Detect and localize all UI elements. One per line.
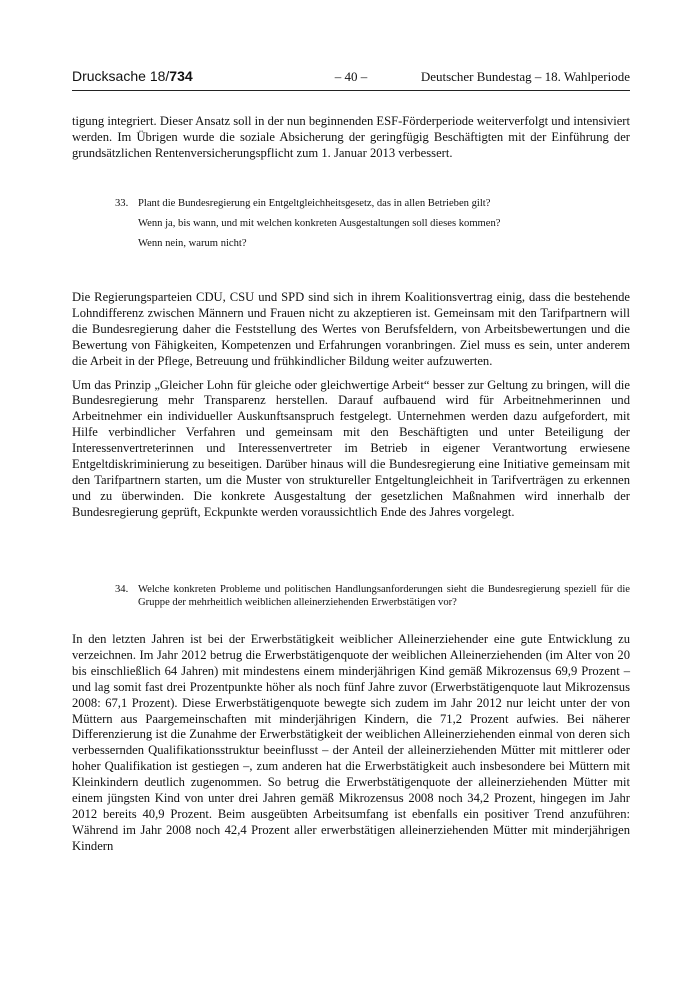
question-34	[115, 583, 630, 609]
document-number-bold: 734	[169, 68, 193, 84]
answer-paragraph: Die Regierungsparteien CDU, CSU und SPD sind sich in ihrem Koalitionsvertrag einig, dass die bestehende Lohndifferenz zwischen Männern und Frauen nicht zu akzeptieren ist. Gemeinsam mit den Tarifpartnern will die Bundesregierung daher die Feststellung des Wertes von Berufsfeldern, von Arbeitsbewertungen und die Bewertung von Fähigkeiten, Kompetenzen und Erfahrungen voranbringen. Ziel muss es sein, unter anderem die Arbeit in der Pflege, Betreuung und frühkindlicher Bildung weiter aufzuwerten.	[72, 290, 630, 368]
document-number-prefix: 18/	[149, 68, 170, 84]
question-33	[115, 197, 630, 250]
intro-block	[72, 114, 630, 162]
page-number: – 40 –	[334, 69, 368, 84]
question-text: Wenn nein, warum nicht?	[138, 238, 247, 249]
question-number: 33.	[115, 198, 129, 209]
question-number: 34.	[115, 584, 129, 595]
answer-paragraph: Um das Prinzip „Gleicher Lohn für gleiche oder gleichwertige Arbeit“ besser zur Geltung zu bringen, will die Bundesregierung mehr Transparenz herstellen. Darauf aufbauend wird für Arbeitnehmerinnen und Arbeitnehmer ein individueller Auskunftsanspruch festgelegt. Unternehmen werden dazu aufgefordert, mit Hilfe verbindlicher Verfahren und gemeinsam mit den Beschäftigten und unter Beteiligung der Interessenvertreterinnen und Interessenvertreter im Betrieb in eigener Verantwortung erwiesene Entgeltdiskriminierung zu beseitigen. Darüber hinaus will die Bundesregierung eine Initiative gemeinsam mit den Tarifpartnern starten, um die Muster von struktureller Entgeltungleichheit in Tarifverträgen zu erkennen und zu überwinden. Die konkrete Ausgestaltung der gesetzlichen Maßnahmen wird innerhalb der Bundesregierung geprüft, Eckpunkte werden voraussichtlich Ende des Jahres vorgelegt.	[72, 377, 630, 519]
answer-34	[72, 632, 630, 855]
question-text: Welche konkreten Probleme und politischen Handlungsanforderungen sieht die Bundesregierung speziell für die Gruppe der mehrheitlich weiblichen alleinerziehenden Erwerbstätigen vor?	[138, 584, 630, 608]
publisher: Deutscher Bundestag – 18. Wahlperiode	[420, 69, 630, 84]
answer-paragraph: In den letzten Jahren ist bei der Erwerbstätigkeit weiblicher Alleinerziehender eine gute Entwicklung zu verzeichnen. Im Jahr 2012 betrug die Erwerbstätigenquote der weiblichen Alleinerziehenden (im Alter von 20 bis einschließlich 64 Jahren) mit mindestens einem minderjährigen Kind gemäß Mikrozensus 69,9 Prozent – und lag somit fast drei Prozentpunkte höher als noch fünf Jahre zuvor (Erwerbstätigenquote laut Mikrozensus 2008: 67,1 Prozent). Diese Erwerbstätigenquote bewegte sich zudem im Jahr 2012 nur leicht unter der von Müttern aus Paargemeinschaften mit minderjährigen Kindern, die 71,2 Prozent aufwies. Bei näherer Differenzierung ist die Zunahme der Erwerbstätigkeit der weiblichen Alleinerziehenden einmal von deren sich verbessernden Qualifikationsstruktur beeinflusst – der Anteil der alleinerziehenden Mütter mit mittlerer oder hoher Qualifikation ist gestiegen –, zum anderen hat die Erwerbstätigkeit auch insbesondere bei Müttern mit Kleinkindern deutlich zugenommen. So betrug die Erwerbstätigenquote der alleinerziehenden Mütter mit einem jüngsten Kind von unter drei Jahren gemäß Mikrozensus 2008 noch 34,2 Prozent, hingegen im Jahr 2012 bereits 40,9 Prozent. Beim ausgeübten Arbeitsumfang ist ebenfalls ein positiver Trend anzuführen: Während im Jahr 2008 noch 42,4 Prozent aller erwerbstätigen alleinerziehenden Mütter mit minderjährigen Kindern	[72, 632, 630, 853]
document-label: Drucksache	[72, 68, 146, 84]
page-header	[72, 68, 630, 91]
question-text: Plant die Bundesregierung ein Entgeltgleichheitsgesetz, das in allen Betrieben gilt?	[138, 198, 491, 209]
question-text: Wenn ja, bis wann, und mit welchen konkreten Ausgestaltungen soll dieses kommen?	[138, 218, 501, 229]
intro-paragraph: tigung integriert. Dieser Ansatz soll in der nun beginnenden ESF-Förderperiode weiterverfolgt und intensiviert werden. Im Übrigen wurde die soziale Absicherung der geringfügig Beschäftigten mit der Einführung der grundsätzlichen Rentenversicherungspflicht zum 1. Januar 2013 verbessert.	[72, 114, 630, 160]
answer-33	[72, 290, 630, 521]
